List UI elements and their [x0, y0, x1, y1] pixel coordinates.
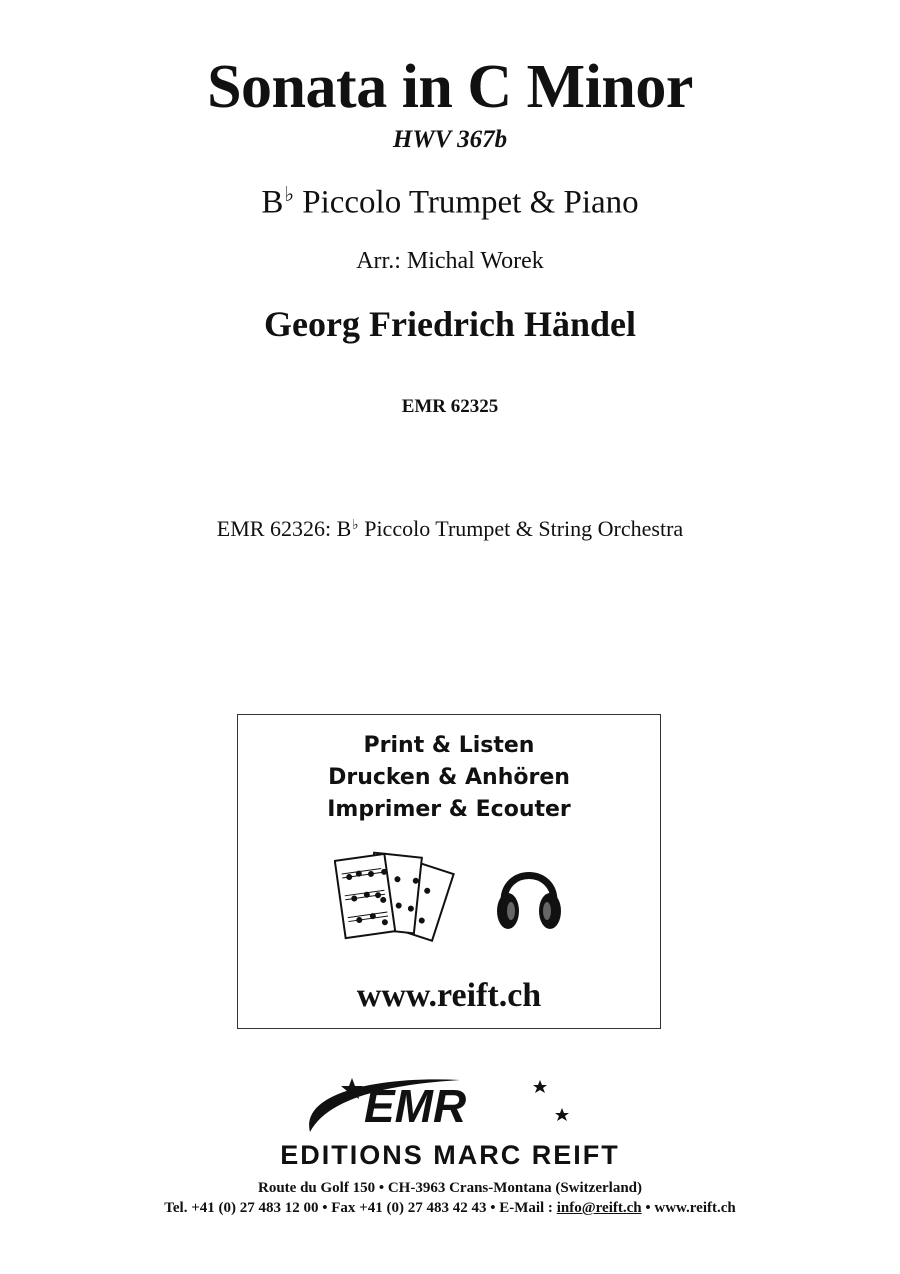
arranger: Arr.: Michal Worek [356, 248, 544, 274]
composer: Georg Friedrich Händel [264, 304, 636, 344]
instrumentation-text: Piccolo Trumpet & Piano [293, 184, 639, 221]
headphones-icon [494, 855, 564, 937]
publisher-contact [0, 1200, 900, 1217]
flat-symbol: ♭ [352, 516, 359, 532]
promo-line-de: Drucken & Anhören [328, 765, 570, 790]
email-link[interactable]: info@reift.ch [556, 1200, 642, 1216]
alt-edition-text: Piccolo Trumpet & String Orchestra [358, 516, 684, 541]
print-listen-box [237, 714, 661, 1029]
edition-number: EMR 62325 [401, 396, 499, 417]
promo-line-fr: Imprimer & Ecouter [327, 797, 571, 822]
emr-logo [300, 1072, 590, 1140]
sheet-music-icon [334, 849, 470, 949]
alt-edition-prefix: EMR 62326: B [216, 516, 352, 541]
flat-symbol: ♭ [284, 184, 294, 206]
instrument-note: B [261, 184, 284, 221]
instrumentation [0, 182, 900, 221]
catalog-number: HWV 367b [392, 126, 508, 153]
title: Sonata in C Minor [207, 53, 693, 121]
alternate-edition [0, 516, 900, 542]
contact-website: • www.reift.ch [641, 1200, 736, 1216]
publisher-name: EDITIONS MARC REIFT [280, 1140, 620, 1170]
contact-phone-fax: Tel. +41 (0) 27 483 12 00 • Fax +41 (0) 27 483 42 43 • E-Mail : [164, 1200, 557, 1216]
emr-logo-text: EMR [364, 1080, 467, 1132]
promo-website: www.reift.ch [356, 977, 542, 1014]
publisher-address: Route du Golf 150 • CH-3963 Crans-Montana (Switzerland) [258, 1180, 642, 1196]
promo-line-en: Print & Listen [363, 733, 535, 758]
